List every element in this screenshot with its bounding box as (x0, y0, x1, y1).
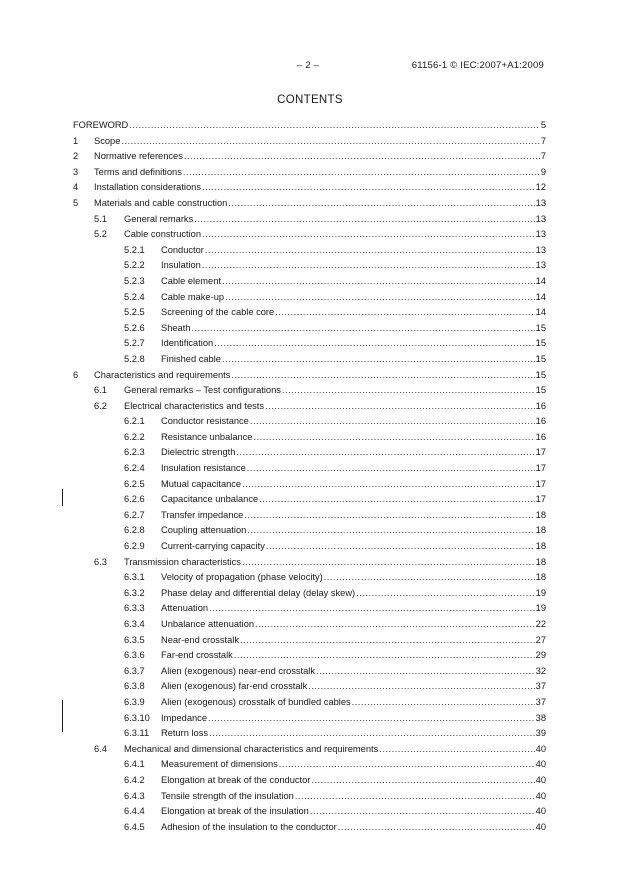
toc-entry-number: 6.3.6 (124, 650, 145, 661)
toc-entry-page: 40 (535, 821, 546, 832)
dot-leader (205, 243, 535, 259)
toc-entry-page: 16 (535, 400, 546, 411)
toc-entry-number: 6.2.8 (124, 525, 145, 536)
toc-entry-number: 5.2.1 (124, 244, 145, 255)
dot-leader (338, 820, 535, 836)
dot-leader (247, 461, 535, 477)
toc-entry-number: 6.2.9 (124, 541, 145, 552)
toc-entry[interactable] (73, 804, 546, 820)
toc-entry-number: 6 (73, 369, 79, 380)
dot-leader (214, 336, 534, 352)
toc-entry-number: 5.2.4 (124, 291, 145, 302)
toc-entry-number: 6.3.11 (124, 728, 150, 739)
toc-entry-page: 18 (535, 556, 546, 567)
toc-entry-number: 6.1 (94, 385, 107, 396)
toc-entry-page: 15 (535, 385, 546, 396)
toc-entry-title: Normative references (94, 151, 183, 162)
toc-entry-page: 17 (535, 478, 546, 489)
toc-entry-page: 9 (540, 166, 546, 177)
dot-leader (183, 165, 540, 181)
toc-entry[interactable] (73, 180, 546, 196)
toc-entry-title: Characteristics and requirements (94, 369, 231, 380)
toc-entry-page: 12 (535, 182, 546, 193)
dot-leader (244, 508, 534, 524)
toc-entry[interactable] (73, 570, 546, 586)
toc-entry-number: 6.3.3 (124, 603, 145, 614)
dot-leader (275, 305, 534, 321)
toc-entry-title: Current-carrying capacity (161, 541, 265, 552)
toc-entry[interactable] (73, 633, 546, 649)
toc-entry[interactable] (73, 757, 546, 773)
toc-entry[interactable] (73, 555, 546, 571)
toc-entry-title: Conductor (161, 244, 204, 255)
toc-entry-number: 6.3.2 (124, 587, 145, 598)
toc-entry-page: 15 (535, 353, 546, 364)
dot-leader (194, 212, 534, 228)
toc-entry[interactable] (73, 461, 546, 477)
toc-entry-number: 6.3.4 (124, 619, 145, 629)
toc-entry-number: 4 (73, 182, 79, 193)
dot-leader (356, 586, 535, 602)
dot-leader (236, 445, 534, 461)
toc-entry-page: 17 (535, 463, 546, 474)
change-bar (62, 489, 63, 506)
toc-entry-page: 14 (535, 307, 546, 318)
toc-entry-number: 6.2.3 (124, 447, 145, 458)
toc-entry[interactable] (73, 726, 546, 742)
toc-entry-page: 40 (535, 774, 546, 785)
toc-entry-title: Velocity of propagation (phase velocity) (161, 572, 323, 583)
dot-leader (208, 711, 535, 727)
toc-entry[interactable] (73, 118, 546, 134)
toc-entry-title: Scope (94, 135, 121, 146)
dot-leader (265, 399, 535, 415)
toc-entry-title: Dielectric strength (161, 447, 236, 458)
toc-entry-title: Cable make-up (161, 291, 225, 302)
dot-leader (379, 742, 534, 758)
toc-entry-page: 18 (535, 541, 546, 552)
dot-leader (129, 118, 540, 134)
toc-entry[interactable] (73, 523, 546, 539)
toc-entry-page: 16 (535, 431, 546, 442)
toc-entry-title: General remarks (124, 213, 194, 224)
dot-leader (225, 290, 535, 306)
toc-entry-number: 5.2.8 (124, 353, 145, 364)
toc-entry-page: 40 (535, 743, 546, 754)
toc-entry-title: Cable construction (124, 229, 201, 240)
toc-entry[interactable] (73, 820, 546, 836)
toc-entry-number: 5.2.5 (124, 307, 145, 318)
dot-leader (282, 383, 535, 399)
toc-entry-number: 6.4.5 (124, 821, 145, 832)
toc-entry[interactable] (73, 383, 546, 399)
toc-entry-title: Finished cable (161, 353, 221, 364)
toc-entry-page: 39 (535, 728, 546, 739)
toc-entry-number: 6.3.5 (124, 634, 145, 645)
toc-entry[interactable] (73, 227, 546, 243)
toc-entry-title: Far-end crosstalk (161, 650, 233, 661)
dot-leader (240, 633, 535, 649)
toc-entry-title: Alien (exogenous) crosstalk of bundled cables (161, 696, 351, 707)
toc-entry-page: 5 (540, 120, 546, 130)
toc-entry-page: 15 (535, 338, 546, 349)
toc-entry-page: 19 (535, 587, 546, 598)
dot-leader (308, 679, 534, 695)
dot-leader (209, 726, 535, 742)
toc-entry-page: 32 (535, 665, 546, 676)
toc-entry-title: Sheath (161, 322, 191, 333)
toc-entry-page: 18 (535, 509, 546, 520)
toc-entry-number: 6.2.1 (124, 416, 145, 427)
change-bar (62, 700, 63, 732)
dot-leader (266, 539, 535, 555)
toc-entry-page: 29 (535, 650, 546, 661)
toc-entry-page: 14 (535, 275, 546, 286)
toc-entry-title: Coupling attenuation (161, 525, 247, 536)
dot-leader (209, 601, 535, 617)
toc-entry[interactable] (73, 601, 546, 617)
toc-entry-number: 6.2 (94, 400, 107, 411)
toc-entry-title: Resistance unbalance (161, 431, 253, 442)
toc-entry-title: Transfer impedance (161, 509, 244, 520)
toc-entry-number: 5.1 (94, 213, 107, 224)
toc-entry[interactable] (73, 149, 546, 165)
toc-entry-page: 19 (535, 603, 546, 614)
toc-entry-title: Capacitance unbalance (161, 494, 259, 505)
toc-entry-title: Unbalance attenuation (161, 619, 255, 629)
dot-leader (247, 523, 534, 539)
toc-entry-page: 14 (535, 291, 546, 302)
toc-entry[interactable] (73, 290, 546, 306)
toc-entry-title: Elongation at break of the insulation (161, 806, 309, 817)
toc-entry-title: Phase delay and differential delay (delay skew) (161, 587, 356, 598)
dot-leader (279, 757, 535, 773)
toc-entry[interactable] (73, 243, 546, 259)
toc-entry-page: 17 (535, 447, 546, 458)
page-number: – 2 – (297, 60, 320, 71)
toc-entry-title: Adhesion of the insulation to the conductor (161, 821, 337, 832)
toc-entry-page: 15 (535, 369, 546, 380)
toc-entry-number: 1 (73, 135, 79, 146)
toc-entry[interactable] (73, 586, 546, 602)
toc-entry-number: 2 (73, 151, 79, 162)
dot-leader (250, 414, 535, 430)
toc-entry-title: FOREWORD (73, 120, 129, 130)
toc-entry-title: Electrical characteristics and tests (124, 400, 265, 411)
dot-leader (295, 789, 535, 805)
toc-entry-page: 13 (535, 260, 546, 271)
toc-entry[interactable] (73, 212, 546, 228)
toc-entry[interactable] (73, 508, 546, 524)
toc-entry-number: 6.4 (94, 743, 107, 754)
toc-entry-number: 6.2.7 (124, 509, 145, 520)
toc-entry-title: Screening of the cable core (161, 307, 275, 318)
dot-leader (311, 773, 534, 789)
toc-entry-title: Mechanical and dimensional characteristics and requirements (124, 743, 379, 754)
toc-entry[interactable] (73, 305, 546, 321)
toc-entry[interactable] (73, 617, 546, 633)
toc-entry[interactable] (73, 336, 546, 352)
toc-entry[interactable] (73, 274, 546, 290)
dot-leader (121, 134, 539, 150)
toc-entry-title: Return loss (161, 728, 209, 739)
toc-entry-page: 37 (535, 696, 546, 707)
toc-entry[interactable] (73, 352, 546, 368)
toc-entry-number: 5 (73, 197, 79, 208)
dot-leader (222, 274, 535, 290)
toc-entry[interactable] (73, 477, 546, 493)
toc-entry[interactable] (73, 742, 546, 758)
toc-entry[interactable] (73, 258, 546, 274)
toc-entry-number: 5.2.6 (124, 322, 145, 333)
toc-entry[interactable] (73, 711, 546, 727)
toc-entry-page: 22 (535, 619, 546, 629)
toc-entry-number: 6.2.2 (124, 431, 145, 442)
dot-leader (259, 492, 534, 508)
toc-entry-title: Installation considerations (94, 182, 201, 193)
toc-entry-page: 13 (535, 213, 546, 224)
toc-entry-page: 40 (535, 806, 546, 817)
standard-reference: 61156-1 © IEC:2007+A1:2009 (411, 60, 544, 71)
dot-leader (202, 258, 535, 274)
toc-entry[interactable] (73, 414, 546, 430)
toc-entry-number: 6.4.1 (124, 759, 145, 770)
toc-entry-title: Mutual capacitance (161, 478, 242, 489)
toc-entry[interactable] (73, 664, 546, 680)
toc-entry-title: Attenuation (161, 603, 209, 614)
toc-entry-title: Alien (exogenous) far-end crosstalk (161, 681, 308, 692)
toc-entry[interactable] (73, 773, 546, 789)
toc-entry-number: 6.3.10 (124, 712, 150, 723)
toc-entry-title: Transmission characteristics (124, 556, 241, 567)
toc-entry-number: 6.3.9 (124, 696, 145, 707)
toc-entry-number: 5.2.3 (124, 275, 145, 286)
toc-entry[interactable] (73, 648, 546, 664)
toc-entry-number: 5.2.2 (124, 260, 145, 271)
dot-leader (184, 149, 540, 165)
toc-entry-page: 13 (535, 229, 546, 240)
toc-entry-title: Near-end crosstalk (161, 634, 240, 645)
toc-entry-page: 17 (535, 494, 546, 505)
toc-entry[interactable] (73, 430, 546, 446)
toc-entry-page: 15 (535, 322, 546, 333)
toc-entry-title: Cable element (161, 275, 221, 286)
toc-entry-number: 6.2.6 (124, 494, 145, 505)
dot-leader (202, 227, 535, 243)
dot-leader (222, 352, 535, 368)
toc-entry[interactable] (73, 679, 546, 695)
toc-entry-page: 7 (540, 135, 546, 146)
toc-entry-number: 6.2.4 (124, 463, 145, 474)
toc-entry-number: 6.3.7 (124, 665, 145, 676)
toc-entry-page: 7 (540, 151, 546, 162)
table-of-contents (73, 118, 546, 835)
toc-entry-title: Conductor resistance (161, 416, 249, 427)
toc-entry-number: 5.2.7 (124, 338, 145, 349)
dot-leader (202, 180, 535, 196)
page-title: CONTENTS (277, 94, 343, 106)
toc-entry-number: 6.3.8 (124, 681, 145, 692)
toc-entry[interactable] (73, 695, 546, 711)
toc-entry[interactable] (73, 196, 546, 212)
toc-entry-title: Elongation at break of the conductor (161, 774, 311, 785)
toc-entry[interactable] (73, 539, 546, 555)
toc-entry[interactable] (73, 492, 546, 508)
dot-leader (253, 430, 534, 446)
toc-entry-title: Materials and cable construction (94, 197, 228, 208)
toc-entry[interactable] (73, 134, 546, 150)
toc-entry-page: 37 (535, 681, 546, 692)
toc-entry-page: 38 (535, 712, 546, 723)
dot-leader (352, 695, 535, 711)
toc-entry[interactable] (73, 789, 546, 805)
toc-entry[interactable] (73, 165, 546, 181)
toc-entry-title: Identification (161, 338, 214, 349)
toc-entry-page: 13 (535, 197, 546, 208)
toc-entry-title: Insulation resistance (161, 463, 246, 474)
toc-entry-title: Measurement of dimensions (161, 759, 278, 770)
toc-entry-page: 40 (535, 759, 546, 770)
dot-leader (310, 804, 535, 820)
dot-leader (324, 570, 535, 586)
toc-entry[interactable] (73, 445, 546, 461)
toc-entry-title: Alien (exogenous) near-end crosstalk (161, 665, 315, 676)
toc-entry-number: 5.2 (94, 229, 107, 240)
dot-leader (234, 648, 535, 664)
toc-entry-page: 27 (535, 634, 546, 645)
toc-entry[interactable] (73, 399, 546, 415)
toc-entry-title: Insulation (161, 260, 201, 271)
toc-entry[interactable] (73, 321, 546, 337)
dot-leader (242, 477, 535, 493)
toc-entry-number: 6.4.2 (124, 774, 145, 785)
dot-leader (242, 555, 535, 571)
toc-entry-title: Tensile strength of the insulation (161, 790, 294, 801)
toc-entry-number: 6.4.4 (124, 806, 145, 817)
toc-entry-number: 6.3.1 (124, 572, 145, 583)
toc-entry-page: 40 (535, 790, 546, 801)
toc-entry-page: 16 (535, 416, 546, 427)
toc-entry-title: Impedance (161, 712, 207, 723)
toc-entry-page: 18 (535, 572, 546, 583)
dot-leader (231, 368, 534, 384)
toc-entry[interactable] (73, 368, 546, 384)
dot-leader (228, 196, 534, 212)
toc-entry-number: 6.3 (94, 556, 107, 567)
toc-entry-title: Terms and definitions (94, 166, 182, 177)
toc-entry-title: General remarks – Test configurations (124, 385, 281, 396)
toc-entry-page: 18 (535, 525, 546, 536)
toc-entry-number: 6.2.5 (124, 478, 145, 489)
toc-entry-page: 13 (535, 244, 546, 255)
dot-leader (191, 321, 534, 337)
toc-entry-number: 6.4.3 (124, 790, 145, 801)
dot-leader (316, 664, 535, 680)
dot-leader (255, 617, 535, 633)
toc-entry-number: 3 (73, 166, 79, 177)
